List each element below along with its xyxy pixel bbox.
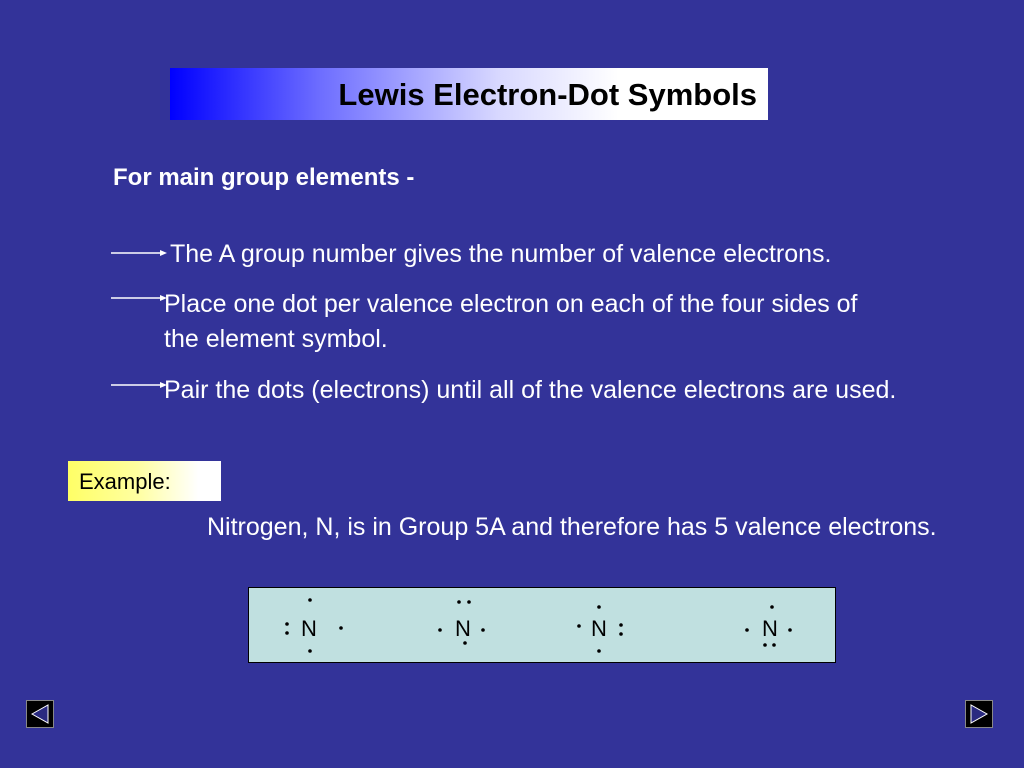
title-banner — [170, 68, 768, 120]
lewis-structure — [745, 605, 792, 647]
arrow-bullet-icon — [111, 380, 167, 390]
bullet-item: Pair the dots (electrons) until all of the valence electrons are used. — [164, 376, 897, 404]
bullet-item: Place one dot per valence electron on each of the four sides of the element symbol. — [164, 290, 858, 353]
element-symbol: N — [762, 616, 778, 641]
next-slide-button[interactable] — [965, 700, 993, 728]
arrow-bullet-icon — [111, 248, 167, 258]
arrow-bullet-icon — [111, 293, 167, 303]
triangle-left-icon — [29, 703, 51, 725]
example-label-box — [68, 461, 221, 501]
element-symbol: N — [591, 616, 607, 641]
element-symbol: N — [301, 616, 317, 641]
lewis-dot-diagrams — [249, 588, 835, 662]
section-subtitle: For main group elements - — [113, 164, 415, 191]
bullet-item: The A group number gives the number of valence electrons. — [170, 240, 832, 268]
previous-slide-button[interactable] — [26, 700, 54, 728]
lewis-structure — [577, 605, 623, 653]
example-label: Example: — [79, 469, 171, 494]
page-title: Lewis Electron-Dot Symbols — [338, 77, 757, 112]
lewis-structure — [438, 600, 485, 645]
triangle-right-icon — [968, 703, 990, 725]
example-description: Nitrogen, N, is in Group 5A and therefore has 5 valence electrons. — [207, 513, 937, 541]
lewis-structure — [285, 598, 343, 653]
element-symbol: N — [455, 616, 471, 641]
lewis-structures-panel — [248, 587, 836, 663]
